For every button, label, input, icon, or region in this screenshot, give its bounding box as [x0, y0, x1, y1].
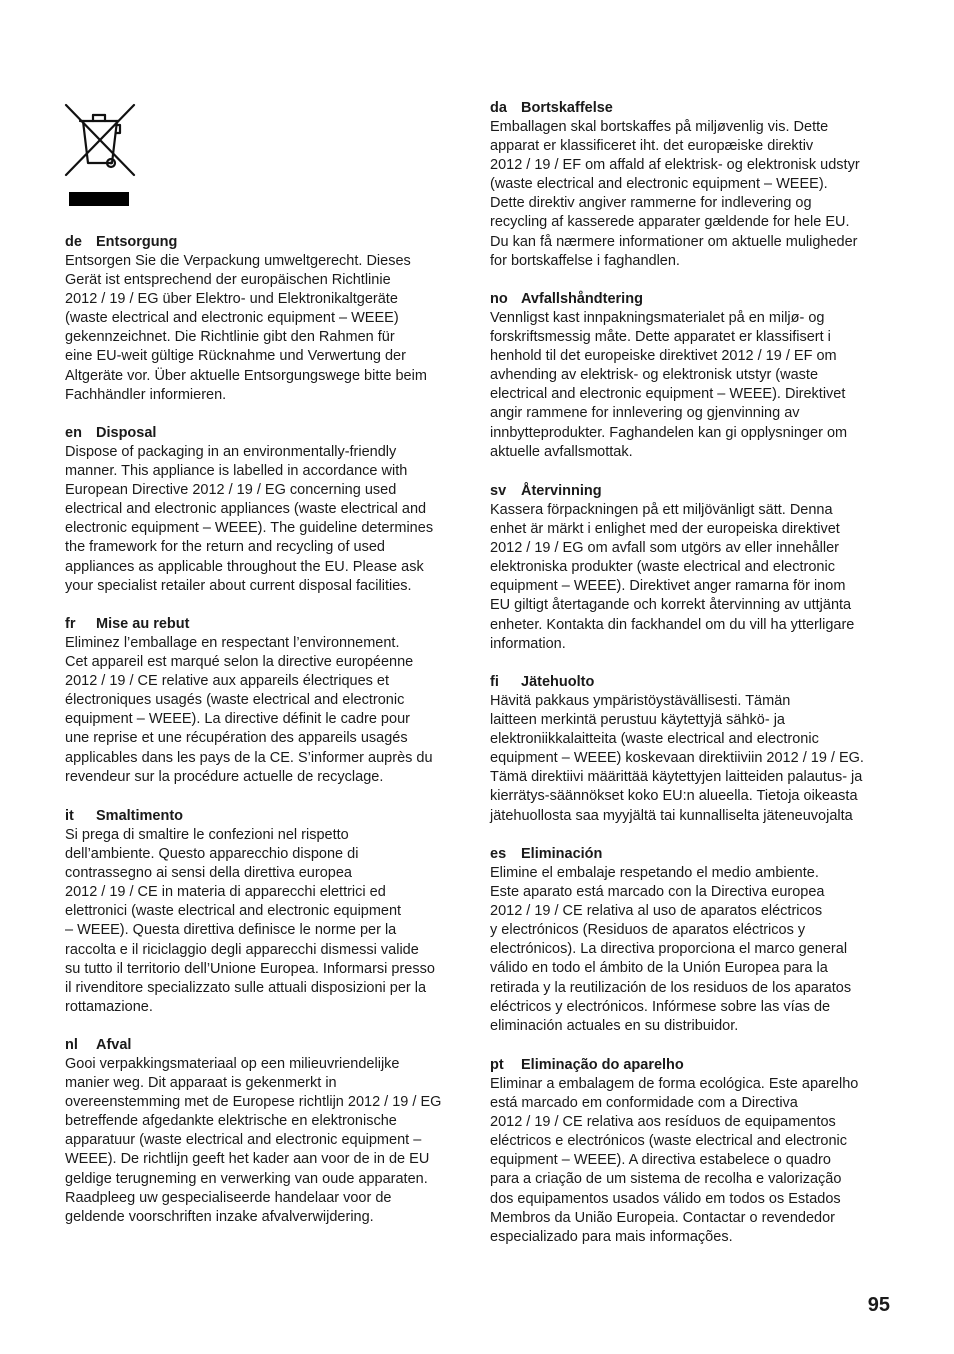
language-code: nl	[65, 1037, 78, 1053]
section-text: Dispose of packaging in an environmentally-friendly manner. This appliance is labelled in accordance with European Directive 2012 / 19 / EG concerning used electrical and electronic appliances (waste electrical and electronic equipment – WEEE). The guideline determines the framework for the return and recycling of used appliances as applicable throughout the EU. Please ask your specialist retailer about current disposal facilities.	[65, 444, 434, 594]
section-heading	[490, 290, 847, 309]
section-title: Mise au rebut	[96, 616, 190, 632]
section-title: Avfallshåndtering	[521, 291, 643, 307]
section-heading	[490, 673, 864, 692]
section-title: Återvinning	[521, 483, 602, 499]
section-title: Eliminación	[521, 846, 603, 862]
section-text: Elimine el embalaje respetando el medio ambiente. Este aparato está marcado con la Directiva europea 2012 / 19 / CE relativa al uso de aparatos eléctricos y electrónicos (Residuos de aparatos eléctricos y electrónicos). La directiva proporciona el marco general válido en todo el ámbito de la Unión Europea para la retirada y la reutilización de los residuos de los aparatos eléctricos y electrónicos. Infórmese sobre las vías de eliminación actuales en su distribuidor.	[490, 865, 852, 1034]
section-text: Hävitä pakkaus ympäristöystävällisesti. Tämän laitteen merkintä perustuu käytettyjä sähkö- ja elektroniikkalaitteita (waste electrical and electronic equipment – WEEE) koskevaan direktiiviin 2012 / 19 / EG. Tämä direktiivi määrittää käytettyjen laitteiden palautus- ja kierrätys-säännökset koko EU:n alueella. Tietoja oikeasta jätehuollosta saa myyjältä tai kunnalliselta jäteneuvojalta	[490, 693, 864, 824]
section-nl	[65, 1036, 441, 1227]
section-heading	[65, 807, 435, 826]
section-text: Eliminez l’emballage en respectant l’environnement. Cet appareil est marqué selon la directive européenne 2012 / 19 / CE relative aux appareils électriques et électroniques usagés (waste electrical and electronic equipment – WEEE). La directive définit le cadre pour une reprise et une récupération des appareils usagés applicables dans les pays de la CE. S’informer auprès du revendeur sur la procédure actuelle de recyclage.	[65, 635, 433, 785]
section-sv	[490, 482, 854, 654]
section-it	[65, 807, 435, 1017]
language-code: no	[490, 291, 508, 307]
section-heading	[65, 615, 433, 634]
section-title: Eliminação do aparelho	[521, 1057, 684, 1073]
section-heading	[65, 1036, 441, 1055]
section-en	[65, 424, 433, 596]
language-code: de	[65, 234, 82, 250]
section-fr	[65, 615, 433, 787]
section-pt	[490, 1056, 858, 1247]
section-title: Bortskaffelse	[521, 100, 613, 116]
language-code: it	[65, 808, 74, 824]
section-text: Eliminar a embalagem de forma ecológica. Este aparelho está marcado em conformidade com a Directiva 2012 / 19 / CE relativa aos resíduos de equipamentos eléctricos e electrónicos (waste electrical and electronic equipment – WEEE). A directiva estabelece o quadro para a criação de um sistema de recolha e valorização dos equipamentos usados válido em todos os Estados Membros da União Europeia. Contactar o revendedor especializado para mais informações.	[490, 1076, 859, 1245]
section-title: Afval	[96, 1037, 132, 1053]
section-heading	[490, 1056, 858, 1075]
section-title: Smaltimento	[96, 808, 184, 824]
language-code: fi	[490, 674, 499, 690]
section-es	[490, 845, 851, 1036]
section-fi	[490, 673, 864, 826]
page-number: 95	[867, 1294, 890, 1316]
section-title: Disposal	[96, 425, 157, 441]
section-heading	[490, 482, 854, 501]
section-text: Emballagen skal bortskaffes på miljøvenlig vis. Dette apparat er klassificeret iht. det europæiske direktiv 2012 / 19 / EF om affald af elektrisk- og elektronisk udstyr (waste electrical and electronic equipment – WEEE). Dette direktiv angiver rammerne for indlevering og recycling af kasserede apparater gældende for hele EU. Du kan få nærmere informationer om aktuelle muligheder for bortskaffelse i faghandlen.	[490, 119, 860, 269]
section-de	[65, 233, 427, 405]
section-text: Gooi verpakkingsmateriaal op een milieuvriendelijke manier weg. Dit apparaat is gekenmerkt in overeenstemming met de Europese richtlijn 2012 / 19 / EG betreffende afgedankte elektrische en elektronische apparatuur (waste electrical and electronic equipment – WEEE). De richtlijn geeft het kader aan voor de in de EU geldige terugneming en verwerking van oude apparaten. Raadpleeg uw gespecialiseerde handelaar voor de geldende voorschriften inzake afvalverwijdering.	[65, 1056, 442, 1225]
language-code: da	[490, 100, 507, 116]
language-code: es	[490, 846, 507, 862]
language-code: pt	[490, 1057, 504, 1073]
section-text: Kassera förpackningen på ett miljövänligt sätt. Denna enhet är märkt i enlighet med der europeiska direktivet 2012 / 19 / EG om avfall som utgörs av eller innehåller elektroniska produkter (waste electrical and electronic equipment – WEEE). Direktivet anger ramarna för inom EU giltigt återtagande och korrekt återvinning av uttjänta enheter. Kontakta din fackhandel om du vill ha ytterligare information.	[490, 502, 855, 652]
section-heading	[490, 99, 860, 118]
section-heading	[65, 424, 433, 443]
language-code: sv	[490, 483, 507, 499]
section-heading	[490, 845, 851, 864]
language-code: fr	[65, 616, 76, 632]
language-code: en	[65, 425, 82, 441]
section-title: Entsorgung	[96, 234, 178, 250]
section-text: Vennligst kast innpakningsmaterialet på en miljø- og forskriftsmessig måte. Dette apparatet er klassifisert i henhold til det europeiske direktivet 2012 / 19 / EF om avhending av elektrisk- og elektronisk utstyr (waste electrical and electronic equipment – WEEE). Direktivet angir rammene for innlevering og gjenvinning av innbytteprodukter. Faghandelen kan gi opplysninger om aktuelle avfallsmottak.	[490, 310, 848, 460]
section-heading	[65, 233, 427, 252]
section-text: Si prega di smaltire le confezioni nel rispetto dell’ambiente. Questo apparecchio dispone di contrassegno ai sensi della direttiva europea 2012 / 19 / CE in materia di apparecchi elettrici ed elettronici (waste electrical and electronic equipment – WEEE). Questa direttiva definisce le norme per la raccolta e il riciclaggio degli apparecchi dismessi valide su tutto il territorio dell’Unione Europea. Informarsi presso il rivenditore specializzato sulle attuali disposizioni per la rottamazione.	[65, 827, 435, 1015]
section-no	[490, 290, 847, 462]
section-title: Jätehuolto	[521, 674, 595, 690]
crossed-out-wheelie-bin-icon	[64, 103, 136, 207]
section-da	[490, 99, 860, 271]
section-text: Entsorgen Sie die Verpackung umweltgerecht. Dieses Gerät ist entsprechend der europäischen Richtlinie 2012 / 19 / EG über Elektro- und Elektronikaltgeräte (waste electrical and electronic equipment – WEEE) gekennzeichnet. Die Richtlinie gibt den Rahmen für eine EU-weit gültige Rücknahme und Verwertung der Altgeräte vor. Über aktuelle Entsorgungswege bitte beim Fachhändler informieren.	[65, 253, 427, 403]
